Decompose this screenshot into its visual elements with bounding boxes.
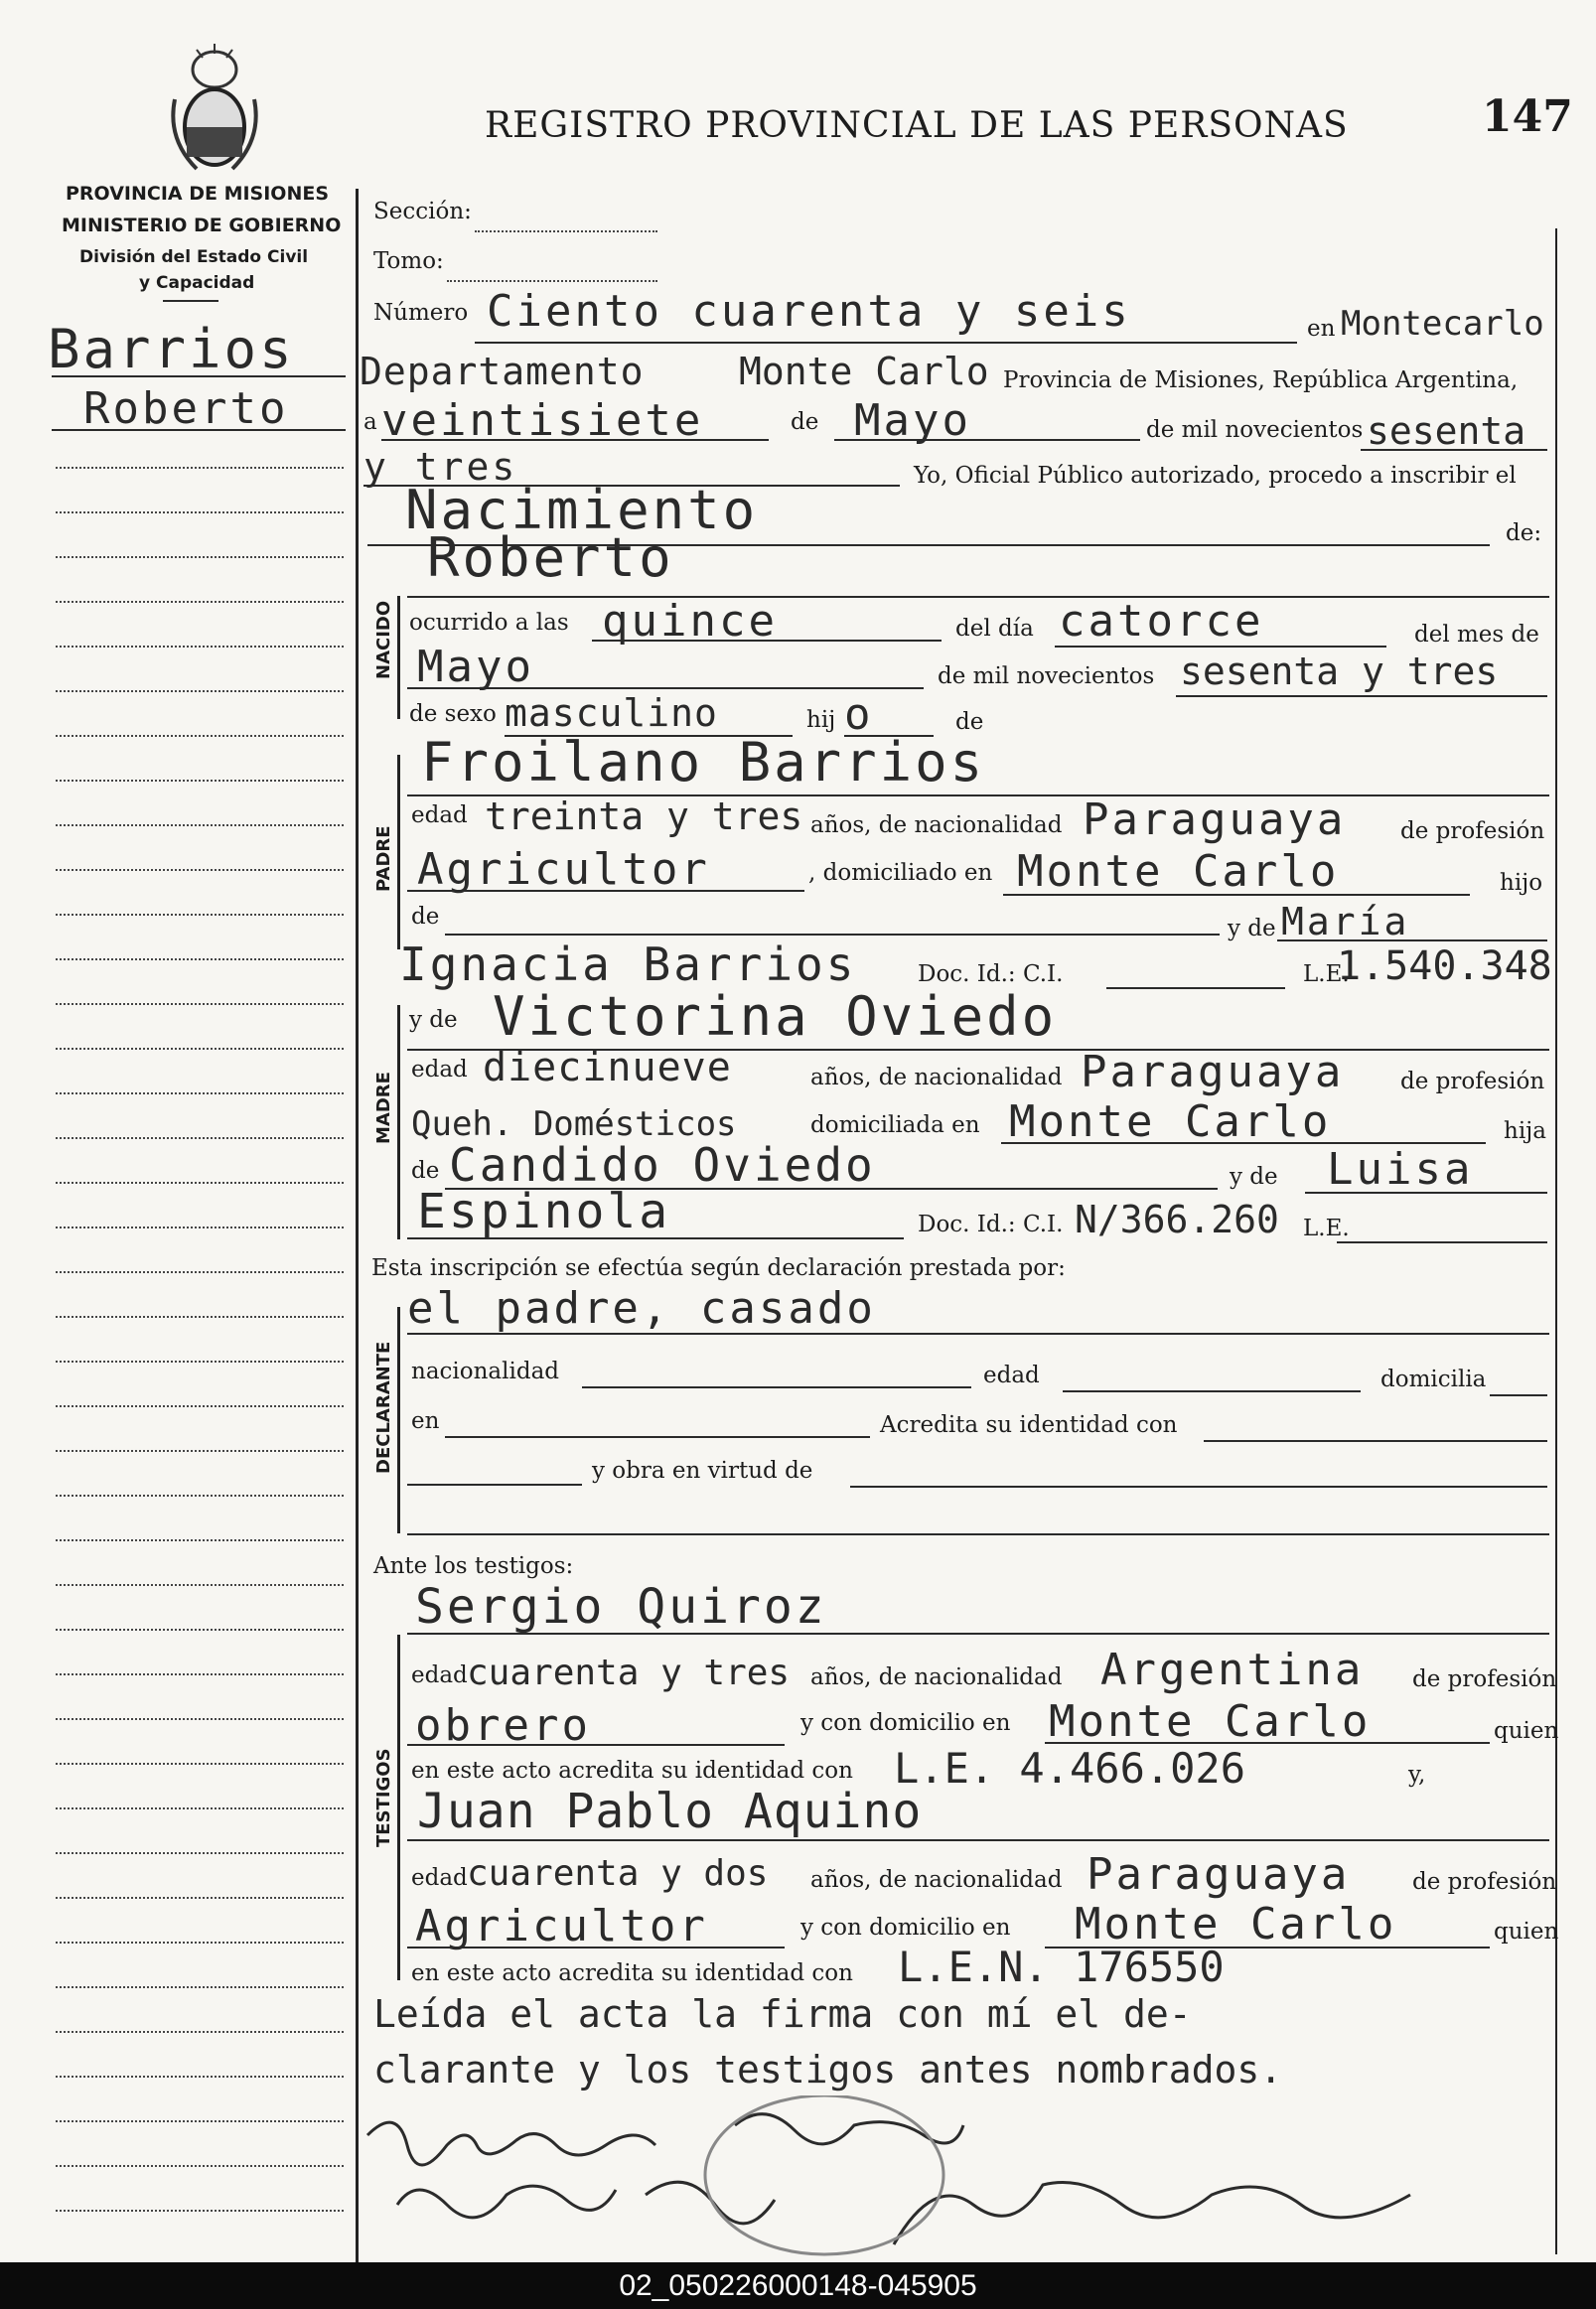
margin-dotted-line [56,2076,344,2078]
padre-nombre-value: Froilano Barrios [421,731,986,794]
t2-nombre-line [407,1839,1549,1841]
t1-domicilio-value: Monte Carlo [1049,1696,1372,1747]
madre-domicilio-value: Monte Carlo [1009,1096,1332,1147]
madre-domicilio-label: domiciliada en [810,1112,980,1138]
numero-line [475,342,1297,344]
nombre-line [407,596,1549,598]
margin-dotted-line [56,1942,344,1944]
le-label-2: L.E. [1303,1216,1350,1241]
margin-dotted-line [56,735,344,737]
padre-prof-label: de profesión [1400,818,1545,844]
obra-label: y obra en virtud de [592,1458,813,1484]
padre-profesion-line [407,890,804,892]
right-border [1555,228,1557,2254]
margin-dotted-line [56,690,344,692]
margin-dotted-line [56,958,344,960]
division-underline [163,300,218,302]
a-label: a [363,409,377,435]
t1-prof-label: de profesión [1412,1666,1557,1692]
division-heading-2: y Capacidad [139,273,255,293]
margin-dotted-line [56,1227,344,1228]
margin-dotted-line [56,1897,344,1899]
de-colon-label: de: [1506,520,1542,546]
en-label-decl: en [411,1408,440,1434]
padre-edad-label: edad [411,802,468,828]
margin-dotted-line [56,1361,344,1363]
seccion-label: Sección: [373,199,472,224]
madre-le-line [1337,1241,1547,1243]
declarante-value: el padre, casado [407,1283,876,1334]
document-title: REGISTRO PROVINCIAL DE LAS PERSONAS [485,105,1349,146]
footer-code: 02_050226000148-045905 [619,2269,977,2302]
padre-bar [397,755,400,949]
t1-nombre-value: Sergio Quiroz [415,1579,827,1635]
margin-dotted-line [56,1003,344,1005]
nombre-value: Roberto [427,526,674,589]
anio-acta-2: y tres [363,445,518,489]
margin-dotted-line [56,824,344,826]
margin-dotted-line [56,2210,344,2212]
margin-dotted-line [56,2165,344,2167]
page-number: 147 [1482,91,1573,142]
t1-profesion-value: obrero [415,1700,591,1751]
t2-quien-label: quien [1494,1919,1559,1945]
decl-nacionalidad-line [582,1386,971,1388]
margin-dotted-line [56,1852,344,1854]
y-de-label-1: y de [1228,916,1276,941]
de-label-2: de [955,709,984,735]
declaracion-label: Esta inscripción se efectúa según declaración prestada por: [371,1255,1066,1281]
mes-value: Mayo [417,642,534,692]
madre-madre-2-value: Espinola [417,1184,671,1239]
edad-label-decl: edad [983,1363,1040,1388]
margin-dotted-line [56,1495,344,1497]
margin-surname-line [52,375,346,377]
margin-dotted-line [56,1137,344,1139]
margin-dotted-line [56,1673,344,1675]
t2-edad-label: edad [411,1865,468,1891]
padre-padre-line [445,934,1220,936]
madre-nombre-value: Victorina Oviedo [493,985,1058,1048]
margin-dotted-line [56,780,344,782]
padre-madre-line [1277,939,1547,941]
madre-nacionalidad-value: Paraguaya [1081,1047,1345,1097]
anio-acta-1-line [1361,449,1547,451]
del-dia-label: del día [955,616,1034,642]
numero-label: Número [373,300,469,326]
closing-note-1: Leída el acta la firma con mí el de- [373,1992,1192,2036]
margin-dotted-line [56,1718,344,1720]
padre-le-value: 1.540.348 [1337,943,1552,989]
madre-profesion-value: Queh. Domésticos [411,1104,737,1144]
hijo-label: hijo [1500,870,1543,896]
t2-domicilio-label: y con domicilio en [800,1915,1011,1941]
decl-acredita-line [1204,1440,1547,1442]
margin-divider [356,189,359,2264]
t1-edad-label: edad [411,1662,468,1688]
padre-section-label: PADRE [373,825,394,892]
t2-acredita-label: en este acto acredita su identidad con [411,1960,853,1986]
margin-dotted-line [56,2120,344,2122]
padre-madre-2-value: Ignacia Barrios [399,938,857,991]
madre-madre-line [1305,1192,1547,1194]
margin-dotted-line [56,1092,344,1094]
padre-domicilio-line [1003,894,1470,896]
padre-edad-value: treinta y tres [485,794,803,838]
madre-ci-value: N/366.260 [1075,1198,1279,1241]
hora-value: quince [602,596,778,647]
padre-nac-label: años, de nacionalidad [810,812,1063,838]
del-mes-label: del mes de [1414,622,1539,648]
hij-label: hij [806,707,836,733]
madre-madre-2-line [407,1237,904,1239]
madre-edad-label: edad [411,1057,468,1082]
padre-madre-value: María [1281,900,1410,943]
madre-madre-value: Luisa [1327,1144,1474,1195]
t1-acredita-label: en este acto acredita su identidad con [411,1758,853,1784]
testigos-bar [397,1635,400,1980]
official-stamp [705,2095,943,2254]
margin-surname: Barrios [48,318,295,380]
mil-novecientos-label-2: de mil novecientos [938,663,1155,689]
acredita-label: Acredita su identidad con [880,1412,1178,1438]
padre-domicilio-label: , domiciliado en [808,860,993,886]
t1-y-label: y, [1408,1762,1426,1788]
margin-dotted-line [56,1539,344,1541]
margin-dotted-line [56,1584,344,1586]
hija-label: hija [1504,1118,1547,1144]
t1-profesion-line [407,1744,785,1746]
margin-dotted-line [56,914,344,916]
provincia-label: Provincia de Misiones, República Argentina, [1003,367,1519,393]
t2-nac-label: años, de nacionalidad [810,1867,1063,1893]
t2-profesion-line [407,1947,785,1948]
sexo-value: masculino [505,691,718,735]
mes-acta-value: Mayo [854,395,971,446]
y-de-label-3: y de [1230,1164,1278,1190]
t2-prof-label: de profesión [1412,1869,1557,1895]
en-value: Montecarlo [1341,304,1544,344]
t1-doc-value: L.E. 4.466.026 [894,1744,1246,1793]
dia-acta-value: veintisiete [381,395,704,446]
declarante-bar [397,1307,400,1533]
margin-dotted-line [56,2031,344,2033]
t1-nac-label: años, de nacionalidad [810,1664,1063,1690]
t1-nacionalidad-value: Argentina [1100,1645,1365,1695]
t2-domicilio-value: Monte Carlo [1075,1899,1397,1949]
de-label-1: de [791,409,819,435]
margin-dotted-line [56,511,344,513]
padre-domicilio-value: Monte Carlo [1017,846,1340,897]
testigos-section-label: TESTIGOS [373,1748,394,1847]
y-de-label-2: y de [409,1007,458,1033]
t1-edad-value: cuarenta y tres [467,1653,791,1693]
t2-doc-value: L.E.N. 176550 [898,1943,1225,1991]
t2-nacionalidad-value: Paraguaya [1087,1849,1351,1900]
declarante-line [407,1333,1549,1335]
margin-dotted-line [56,1271,344,1273]
margin-dotted-line [56,556,344,558]
decl-edad-line [1063,1390,1361,1392]
decl-en-line [445,1436,870,1438]
margin-dotted-line [56,1182,344,1184]
anio-line [1176,695,1547,697]
t2-edad-value: cuarenta y dos [467,1853,769,1894]
margin-dotted-line [56,1986,344,1988]
hij-value: o [844,689,874,740]
anio-value: sesenta y tres [1180,649,1499,693]
madre-bar [397,1005,400,1239]
nacionalidad-label: nacionalidad [411,1359,560,1384]
decl-line-3a [407,1484,582,1486]
mil-novecientos-label: de mil novecientos [1146,417,1364,443]
tomo-field [447,280,657,282]
closing-note-2: clarante y los testigos antes nombrados. [373,2048,1283,2092]
margin-dotted-line [56,1763,344,1765]
t2-nombre-value: Juan Pablo Aquino [417,1784,923,1839]
hora-line [592,640,942,642]
dia-value: catorce [1059,596,1264,647]
madre-section-label: MADRE [373,1072,394,1144]
seccion-field [475,230,657,232]
division-heading-1: División del Estado Civil [79,247,309,267]
anio-acta-1: sesenta [1367,409,1526,453]
madre-nac-label: años, de nacionalidad [810,1065,1063,1090]
decl-obra-line [850,1486,1547,1488]
margin-dotted-line [56,1629,344,1631]
margin-given-line [52,429,346,431]
ante-testigos-label: Ante los testigos: [373,1553,574,1579]
padre-profesion-value: Agricultor [417,844,710,895]
declarante-section-label: DECLARANTE [373,1341,394,1474]
decl-domicilia-line [1490,1394,1547,1396]
coat-of-arms-emblem [167,40,262,179]
dia-line [1055,646,1386,648]
mes-acta-line [834,439,1140,441]
t1-nombre-line [407,1633,1549,1635]
doc-id-label-1: Doc. Id.: C.I. [918,961,1064,987]
dia-acta-line [381,439,769,441]
ocurrido-label: ocurrido a las [409,610,569,636]
madre-prof-label: de profesión [1400,1069,1545,1094]
doc-id-label-2: Doc. Id.: C.I. [918,1212,1064,1237]
domicilia-label: domicilia [1380,1367,1487,1392]
margin-dotted-line [56,1316,344,1318]
doc-ci-line-1 [1106,987,1285,989]
tomo-label: Tomo: [373,248,444,274]
sexo-label: de sexo [409,701,497,727]
decl-line-4 [407,1533,1549,1535]
departamento-label: Departamento [360,350,645,393]
margin-dotted-line [56,1450,344,1452]
margin-dotted-line [56,869,344,871]
t2-profesion-value: Agricultor [415,1901,708,1951]
nacido-bar [397,596,400,719]
margin-given-name: Roberto [83,383,289,434]
le-label-1: L.E. [1303,961,1350,987]
en-label: en [1307,316,1336,342]
departamento-value: Monte Carlo [739,350,989,393]
signature-scribbles [358,2095,1559,2264]
nacido-section-label: NACIDO [373,600,394,679]
province-heading: PROVINCIA DE MISIONES [66,183,330,205]
margin-dotted-line [56,1048,344,1050]
madre-padre-value: Candido Oviedo [449,1138,876,1192]
margin-dotted-line [56,1807,344,1809]
acto-value: Nacimiento [405,479,759,541]
margin-dotted-line [56,467,344,469]
madre-edad-value: diecinueve [483,1045,732,1090]
padre-nacionalidad-value: Paraguaya [1083,794,1347,845]
ministry-heading: MINISTERIO DE GOBIERNO [62,215,342,236]
de-label-4: de [411,1158,440,1184]
margin-dotted-line [56,646,344,648]
oficial-label: Yo, Oficial Público autorizado, procedo a inscribir el [914,463,1517,489]
t1-domicilio-label: y con domicilio en [800,1710,1011,1736]
margin-dotted-line [56,1405,344,1407]
numero-value: Ciento cuarenta y seis [487,286,1131,337]
margin-dotted-line [56,601,344,603]
de-label-3: de [411,904,440,930]
t1-quien-label: quien [1494,1718,1559,1744]
